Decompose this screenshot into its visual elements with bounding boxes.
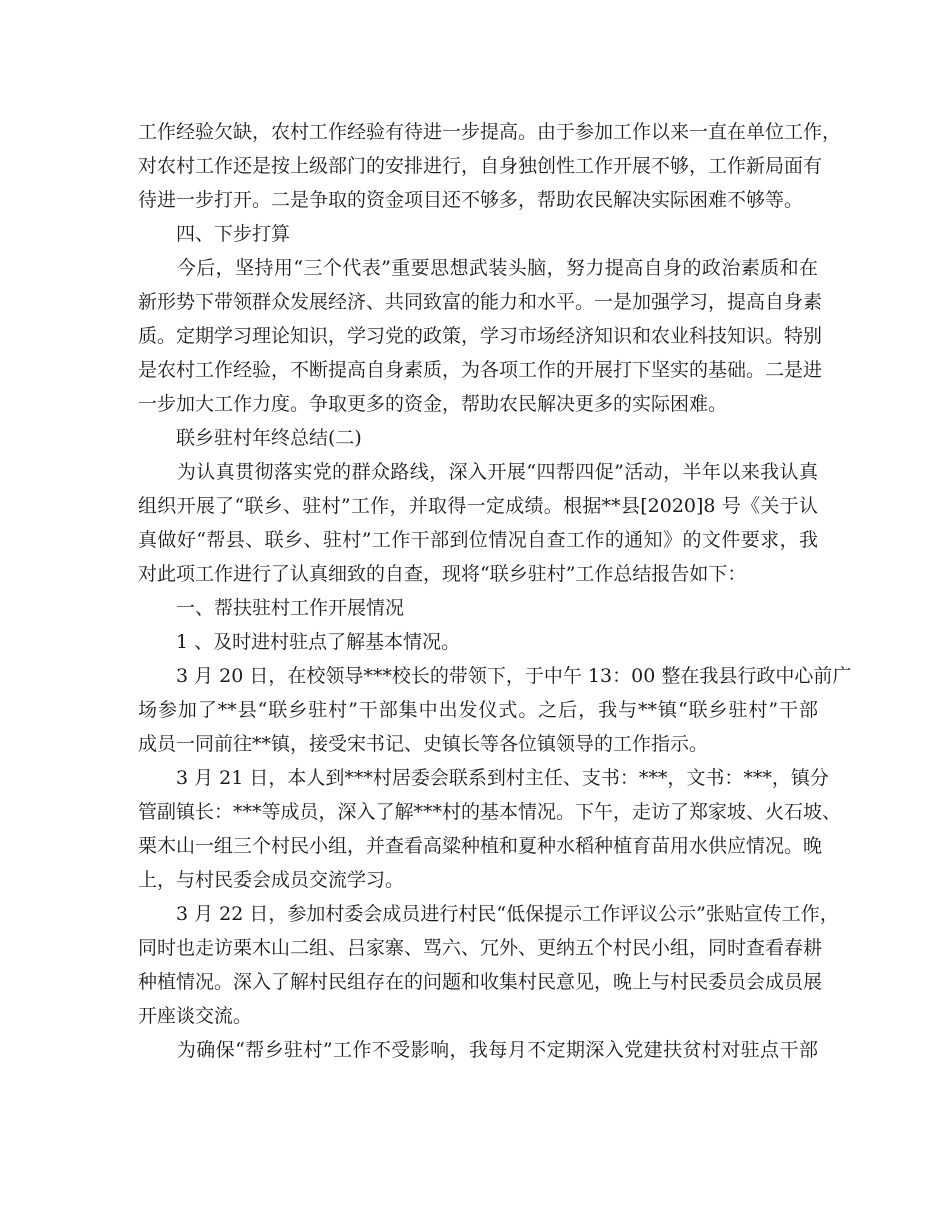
text-line: 3 月 22 日，参加村委会成员进行村民“低保提示工作评议公示”张贴宣传工作， <box>138 903 839 925</box>
text-line: 真做好“帮县、联乡、驻村”工作干部到位情况自查工作的通知》的文件要求，我 <box>138 529 818 551</box>
text-line: 同时也走访栗木山二组、吕家寨、骂六、冗外、更纳五个村民小组，同时查看春耕 <box>138 937 823 959</box>
text-line: 一步加大工作力度。争取更多的资金，帮助农民解决更多的实际困难。 <box>138 393 728 415</box>
text-line: 工作经验欠缺，农村工作经验有待进一步提高。由于参加工作以来一直在单位工作， <box>138 121 842 143</box>
text-line: 对此项工作进行了认真细致的自查，现将“联乡驻村”工作总结报告如下： <box>138 563 747 585</box>
text-line: 3 月 20 日，在校领导***校长的带领下，于中午 13：00 整在我县行政中心前广 <box>138 665 852 687</box>
text-line: 管副镇长：***等成员，深入了解***村的基本情况。下午，走访了郑家坡、火石坡、 <box>138 801 842 823</box>
text-line: 为认真贯彻落实党的群众路线，深入开展“四帮四促”活动，半年以来我认真 <box>138 461 818 483</box>
text-line: 对农村工作还是按上级部门的安排进行，自身独创性工作开展不够，工作新局面有 <box>138 155 823 177</box>
text-line: 场参加了**县“联乡驻村”干部集中出发仪式。之后，我与**镇“联乡驻村”干部 <box>138 699 818 721</box>
text-line: 开座谈交流。 <box>138 1005 253 1027</box>
text-line: 组织开展了“联乡、驻村”工作，并取得一定成绩。根据**县[2020]8 号《关于认 <box>138 495 818 517</box>
text-line: 栗木山一组三个村民小组，并查看高粱种植和夏种水稻种植育苗用水供应情况。晚 <box>138 835 823 857</box>
text-line: 3 月 21 日，本人到***村居委会联系到村主任、支书：***，文书：***，镇分 <box>138 767 829 789</box>
text-line: 成员一同前往**镇，接受宋书记、史镇长等各位镇领导的工作指示。 <box>138 733 709 755</box>
section-heading: 四、下步打算 <box>138 223 291 245</box>
text-line: 质。定期学习理论知识，学习党的政策，学习市场经济知识和农业科技知识。特别 <box>138 325 823 347</box>
text-line: 今后，坚持用“三个代表”重要思想武装头脑，努力提高自身的政治素质和在 <box>138 257 818 279</box>
text-line: 上，与村民委会成员交流学习。 <box>138 869 405 891</box>
list-item-heading: 1 、及时进村驻点了解基本情况。 <box>138 631 461 653</box>
text-line: 为确保“帮乡驻村”工作不受影响，我每月不定期深入党建扶贫村对驻点干部 <box>138 1039 818 1061</box>
section-heading: 一、帮扶驻村工作开展情况 <box>138 597 405 619</box>
text-line: 种植情况。深入了解村民组存在的问题和收集村民意见，晚上与村民委员会成员展 <box>138 971 823 993</box>
document-subtitle: 联乡驻村年终总结(二) <box>138 427 362 449</box>
text-line: 是农村工作经验，不断提高自身素质，为各项工作的开展打下坚实的基础。二是进 <box>138 359 823 381</box>
document-body <box>138 115 852 1067</box>
text-line: 新形势下带领群众发展经济、共同致富的能力和水平。一是加强学习，提高自身素 <box>138 291 823 313</box>
text-line: 待进一步打开。二是争取的资金项目还不够多，帮助农民解决实际困难不够等。 <box>138 189 804 211</box>
